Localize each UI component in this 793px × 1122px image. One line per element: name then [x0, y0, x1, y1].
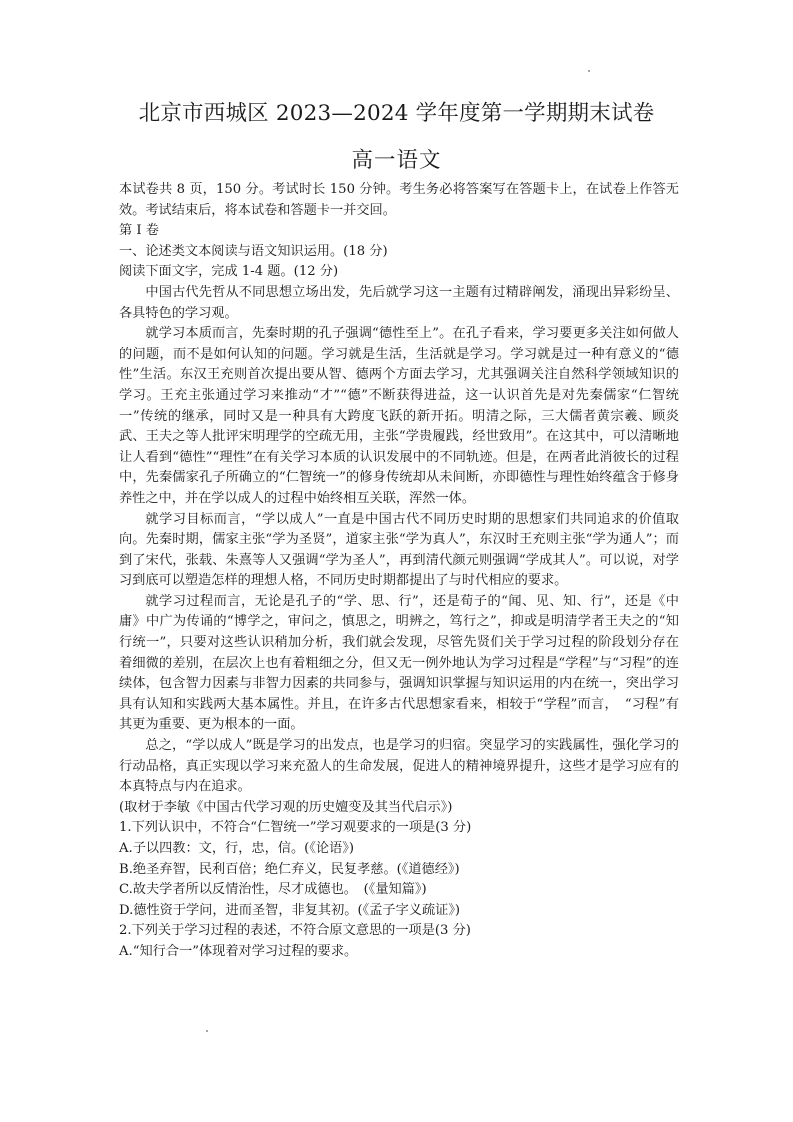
exam-body: [119, 180, 679, 963]
question-1-option-d: D.德性资于学问，进而圣智，非复其初。(《孟子字义疏证》): [119, 902, 461, 918]
passage-paragraph: 就学习过程而言，无论是孔子的“学、思、行”，还是荀子的“闻、见、知、行”，还是《中庸》中广为传诵的“博学之，审问之，慎思之，明辨之，笃行之”，抑或是明清学者王夫之的“知行统一”，只要对这些认识稍加分析，我们就会发现，尽管先贤们关于学习过程的阶段划分存在着细微的差别，在层次上也有着粗细之分，但又无一例外地认为学习过程是“学程”与“习程”的连续体，包含智力因素与非智力因素的共同参与，强调知识掌握与知识运用的内在统一，突出学习具有认知和实践两大基本属性。并且，在许多古代思想家看来，相较于“学程”而言， “习程”有其更为重要、更为根本的一面。: [119, 593, 679, 733]
volume-label: 第 I 卷: [119, 223, 159, 239]
passage-paragraph: 就学习本质而言，先秦时期的孔子强调“德性至上”。在孔子看来，学习要更多关注如何做人的问题，而不是如何认知的问题。学习就是生活，生活就是学习。学习就是过一种有意义的“德性”生活。东汉王充则首次提出要从智、德两个方面去学习，尤其强调关注自然科学领域知识的学习。王充主张通过学习来推动“才”“德”不断获得进益，这一认识首先是对先秦儒家“仁智统一”传统的继承，同时又是一种具有大跨度飞跃的新开拓。明清之际，三大儒者黄宗羲、顾炎武、王夫之等人批评宋明理学的空疏无用，主张“学贵履践，经世致用”。在这其中，可以清晰地让人看到“德性”“理性”在有关学习本质的认识发展中的不同轨迹。但是，在两者此消彼长的过程中，先秦儒家孔子所确立的“仁智统一”的修身传统却从未间断，亦即德性与理性始终蕴含于修身养性之中，并在学以成人的过程中始终相互关联，浑然一体。: [119, 326, 679, 506]
question-1-option-c: C.故夫学者所以反情治性，尽才成德也。 (《量知篇》): [119, 882, 427, 898]
passage-paragraph: 就学习目标而言，“学以成人”一直是中国古代不同历史时期的思想家们共同追求的价值取向。先秦时期，儒家主张“学为圣贤”，道家主张“学为真人”，东汉时王充则主张“学为通人”；而到了宋代，张载、朱熹等人又强调“学为圣人”，再到清代颜元则强调“学成其人”。可以说，对学习到底可以塑造怎样的理想人格，不同历史时期都提出了与时代相应的要求。: [119, 511, 679, 589]
reading-prompt: 阅读下面文字，完成 1-4 题。(12 分): [119, 264, 339, 280]
passage-source: (取材于李敏《中国古代学习观的历史嬗变及其当代启示》): [119, 799, 453, 815]
question-1-option-a: A.子以四教：文，行，忠，信。(《论语》): [119, 841, 354, 856]
passage-paragraph: 总之，“学以成人”既是学习的出发点，也是学习的归宿。突显学习的实践属性，强化学习的行动品格，真正实现以学习来充盈人的生命发展，促进人的精神境界提升，这些才是学习应有的本真特点与内在追求。: [119, 738, 679, 795]
passage-paragraph: 中国古代先哲从不同思想立场出发，先后就学习这一主题有过精辟阐发，涌现出异彩纷呈、各具特色的学习观。: [119, 284, 679, 321]
exam-instructions: 本试卷共 8 页，150 分。考试时长 150 分钟。考生务必将答案写在答题卡上，在试卷上作答无效。考试结束后，将本试卷和答题卡一并交回。: [119, 182, 679, 218]
question-1-stem: 1.下列认识中，不符合“仁智统一”学习观要求的一项是(3 分): [119, 820, 472, 836]
scan-dot: [206, 1030, 208, 1032]
question-2-option-a: A.“知行合一”体现着对学习过程的要求。: [119, 943, 358, 959]
exam-subject: 高一语文: [351, 148, 442, 173]
scan-dot: [588, 70, 590, 72]
question-2-stem: 2.下列关于学习过程的表述，不符合原文意思的一项是(3 分): [119, 923, 471, 939]
section-heading: 一、论述类文本阅读与语文知识运用。(18 分): [119, 243, 388, 259]
exam-title: 北京市西城区 2023—2024 学年度第一学期期末试卷: [138, 101, 655, 126]
question-1-option-b: B.绝圣弃智，民利百倍；绝仁弃义，民复孝慈。(《道德经》): [119, 861, 460, 877]
